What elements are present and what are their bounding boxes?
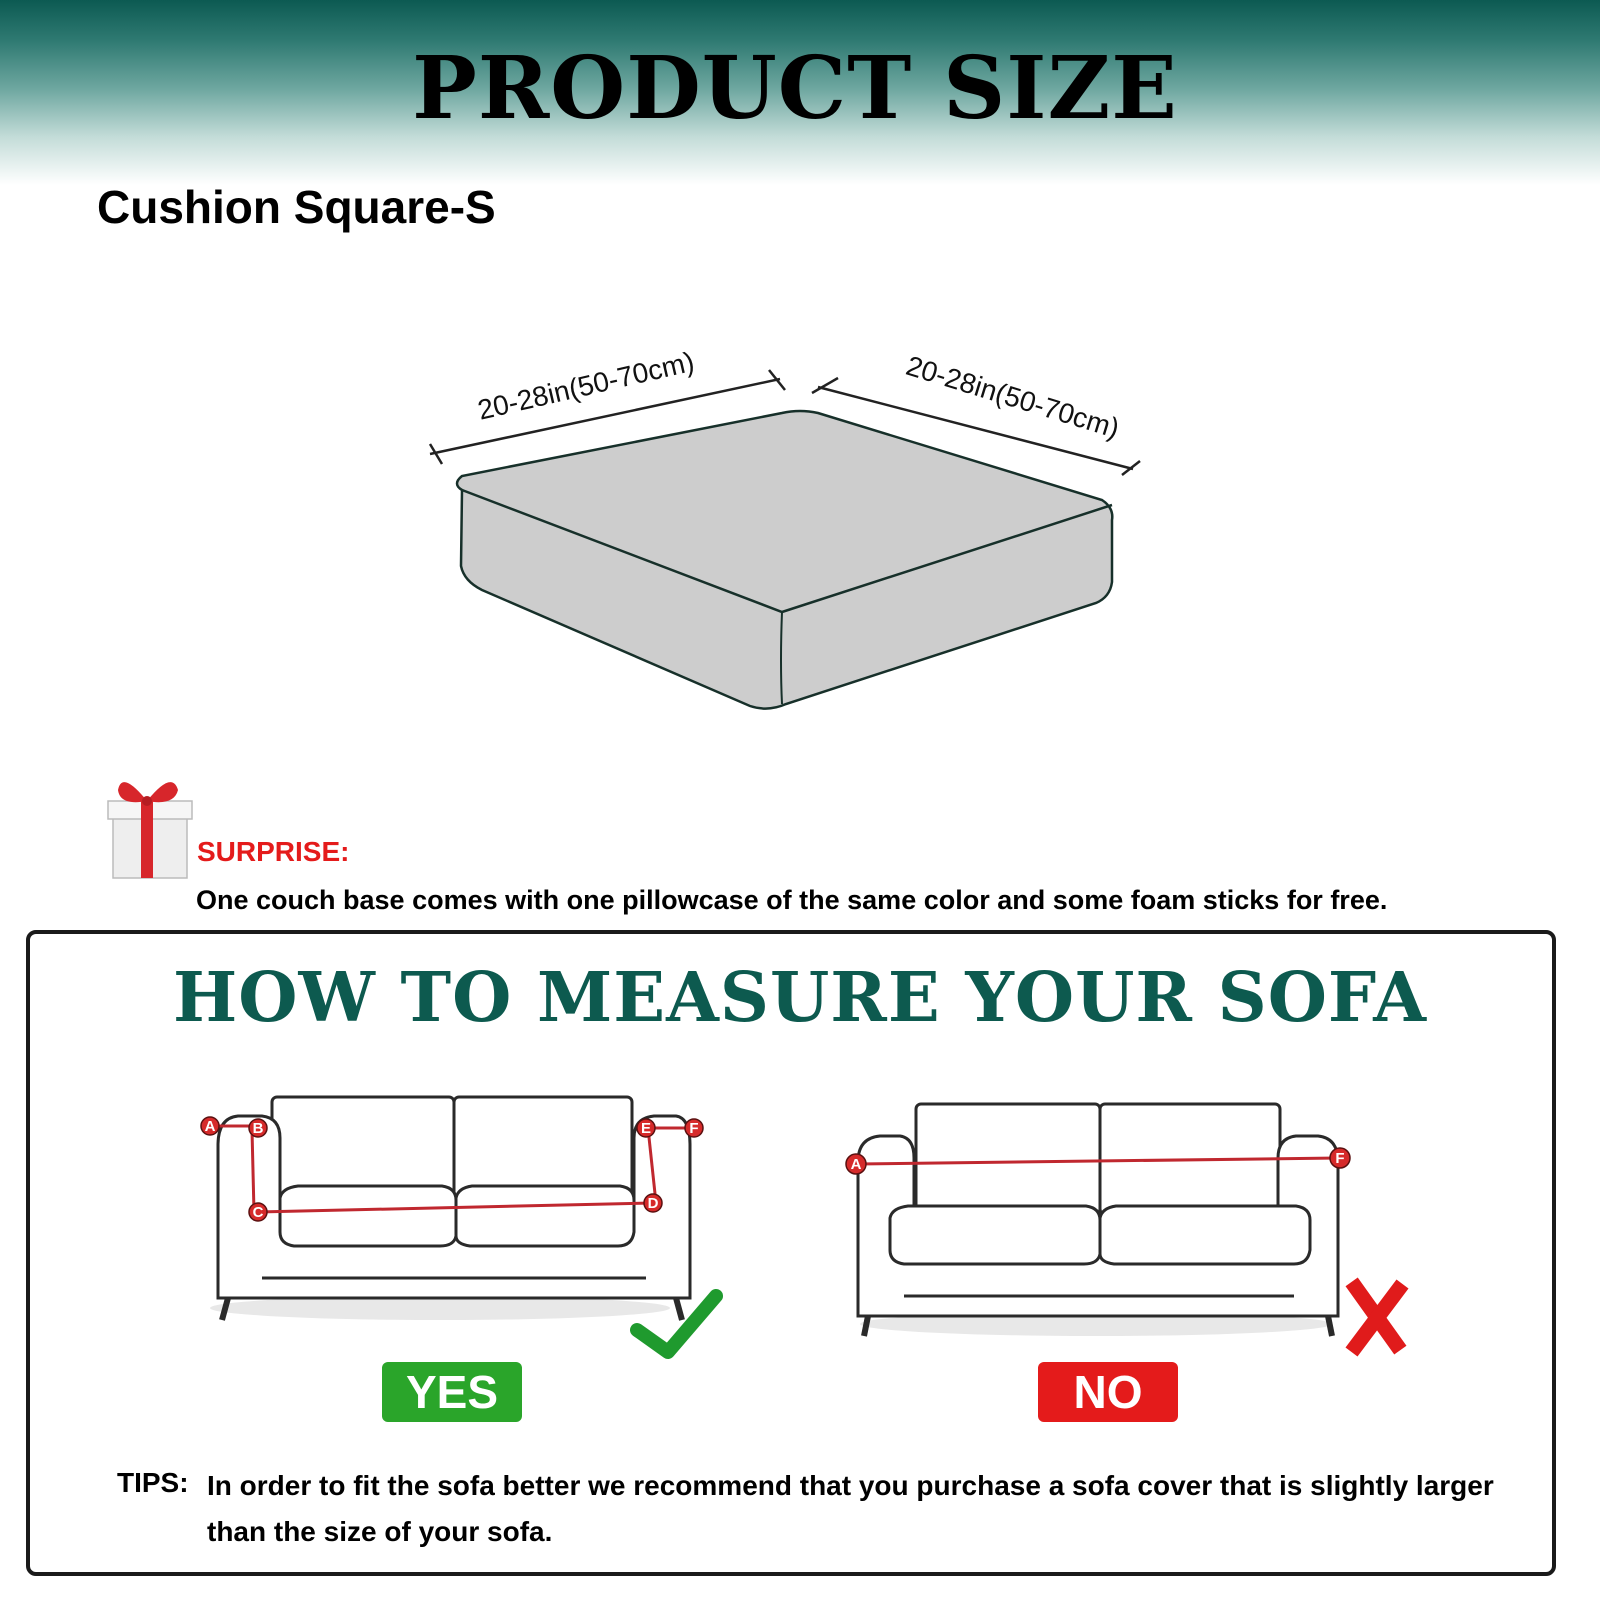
svg-text:A: A <box>850 1156 862 1173</box>
svg-text:F: F <box>689 1120 699 1137</box>
svg-text:E: E <box>640 1120 652 1137</box>
cushion-illustration <box>430 346 1140 709</box>
svg-text:F: F <box>1335 1150 1345 1167</box>
surprise-text: One couch base comes with one pillowcase of the same color and some foam sticks for free. <box>196 885 1388 915</box>
svg-text:A: A <box>204 1118 216 1135</box>
svg-text:C: C <box>252 1204 264 1221</box>
page-title: PRODUCT SIZE <box>412 38 1178 139</box>
dimension-right-label: 20-28in(50-70cm) <box>902 349 1123 445</box>
gift-icon <box>108 782 192 878</box>
product-name: Cushion Square-S <box>97 181 496 233</box>
dimension-left-label: 20-28in(50-70cm) <box>474 345 698 426</box>
svg-text:B: B <box>252 1120 264 1137</box>
surprise-label: SURPRISE: <box>197 836 350 867</box>
tips-label: TIPS: <box>117 1467 189 1498</box>
tips-text: In order to fit the sofa better we recommend that you purchase a sofa cover that is slightly larger than the size of your sofa. <box>207 1470 1494 1547</box>
yes-badge: YES <box>382 1362 522 1422</box>
svg-text:D: D <box>647 1195 659 1212</box>
no-badge: NO <box>1038 1362 1178 1422</box>
measure-title: HOW TO MEASURE YOUR SOFA <box>173 958 1427 1038</box>
